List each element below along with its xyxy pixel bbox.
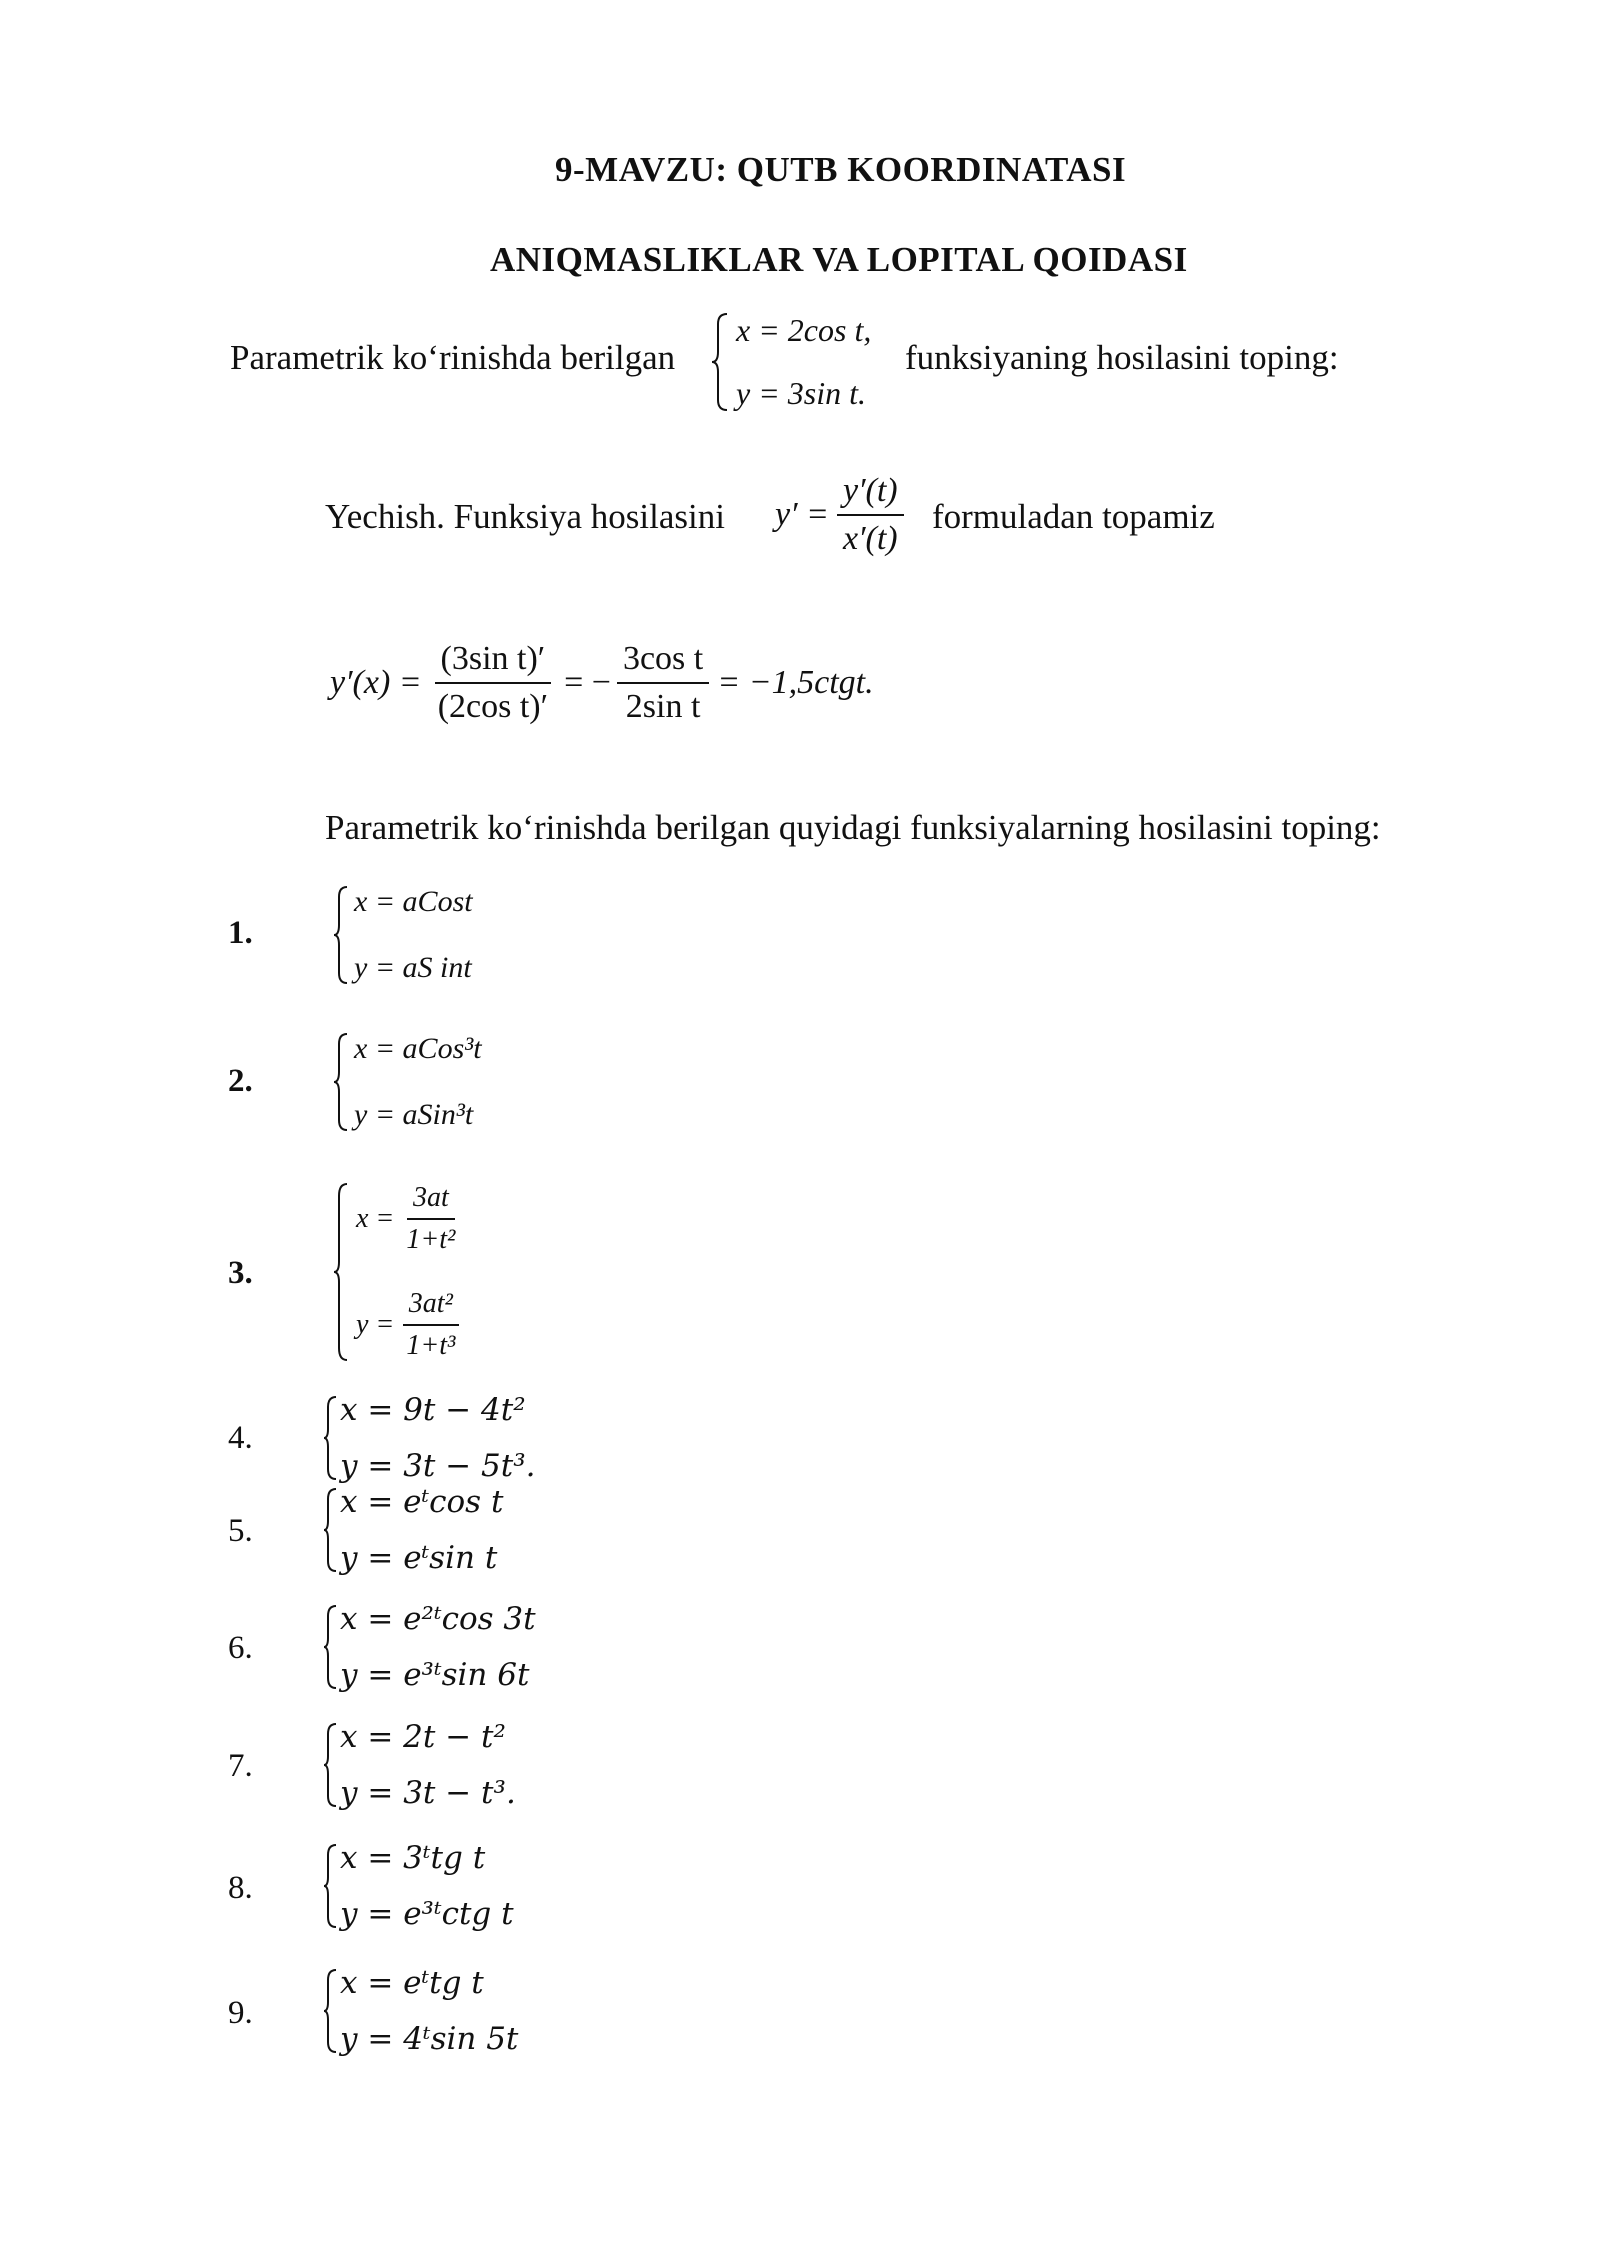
solution-fraction-num: y′(t) xyxy=(837,472,904,516)
solution-fraction-den: x′(t) xyxy=(842,520,898,557)
problem-label: 1. xyxy=(228,915,253,951)
derivation-fraction-1-den: (2cos t)′ xyxy=(437,688,549,725)
derivation-result: = −1,5ctgt. xyxy=(717,664,874,701)
left-brace-icon xyxy=(332,1032,350,1132)
intro-system-y: y = 3sin t. xyxy=(736,375,867,411)
problem-system xyxy=(332,1032,482,1132)
intro-system-x: x = 2cos t, xyxy=(736,312,872,348)
problem-y-row xyxy=(356,1288,461,1362)
intro-text-before: Parametrik ko‘rinishda berilgan xyxy=(230,338,676,377)
problem-system xyxy=(322,1719,516,1811)
intro-text-after: funksiyaning hosilasini toping: xyxy=(905,338,1339,377)
problem-label: 9. xyxy=(228,1995,253,2031)
left-brace-icon xyxy=(332,1182,350,1362)
derivation-lhs: y′(x) = xyxy=(330,664,422,701)
intro-system xyxy=(710,312,871,412)
problem-x: x = 3ᵗtg t xyxy=(340,1840,486,1876)
problem-x-den: 1+t² xyxy=(406,1224,456,1255)
problem-y: y = 4ᵗsin 5t xyxy=(340,2021,519,2057)
problem-y: y = 3t − t³. xyxy=(340,1775,516,1811)
page-subtitle: ANIQMASLIKLAR VA LOPITAL QOIDASI xyxy=(490,240,1188,279)
problem-label: 7. xyxy=(228,1748,253,1784)
problem-system xyxy=(322,1965,518,2057)
left-brace-icon xyxy=(710,312,730,412)
page-title: 9-MAVZU: QUTB KOORDINATASI xyxy=(555,150,1127,189)
left-brace-icon xyxy=(322,1968,338,2054)
left-brace-icon xyxy=(332,885,350,985)
solution-y-prime: y′ = xyxy=(775,496,829,533)
problem-label: 2. xyxy=(228,1063,253,1099)
problem-x-fraction xyxy=(400,1182,461,1256)
derivation-fraction-2-den: 2sin t xyxy=(625,688,701,725)
problem-y-den: 1+t³ xyxy=(406,1330,456,1361)
problem-x: x = e²ᵗcos 3t xyxy=(340,1601,536,1637)
derivation-fraction-2-num: 3cos t xyxy=(617,640,709,684)
solution-fraction xyxy=(837,472,904,558)
left-brace-icon xyxy=(322,1722,338,1808)
task-text: Parametrik ko‘rinishda berilgan quyidagi funksiyalarning hosilasini toping: xyxy=(325,808,1381,847)
problem-system xyxy=(322,1601,536,1693)
problem-y-lhs: y = xyxy=(356,1309,395,1340)
problem-x: x = aCost xyxy=(354,885,473,918)
problem-x: x = 9t − 4t² xyxy=(340,1392,526,1428)
problem-y: y = aS int xyxy=(354,951,472,984)
problem-x-num: 3at xyxy=(407,1182,455,1220)
left-brace-icon xyxy=(322,1395,338,1481)
problem-x-row xyxy=(356,1182,461,1256)
problem-x: x = eᵗtg t xyxy=(340,1965,484,2001)
problem-system xyxy=(322,1840,514,1932)
solution-tail: formuladan topamiz xyxy=(932,497,1215,536)
derivation-mid: = − xyxy=(564,664,611,701)
left-brace-icon xyxy=(322,1604,338,1690)
problem-label: 8. xyxy=(228,1870,253,1906)
derivation-fraction-1-num: (3sin t)′ xyxy=(435,640,552,684)
problem-y-num: 3at² xyxy=(403,1288,459,1326)
problem-system xyxy=(322,1392,536,1484)
problem-x: x = eᵗcos t xyxy=(340,1484,504,1520)
problem-y: y = eᵗsin t xyxy=(340,1540,498,1576)
problem-y: y = e³ᵗctg t xyxy=(340,1896,514,1932)
solution-formula xyxy=(775,472,904,558)
problem-y-fraction xyxy=(400,1288,461,1362)
problem-label: 6. xyxy=(228,1630,253,1666)
derivation-fraction-1 xyxy=(432,640,554,726)
problem-system xyxy=(332,885,473,985)
problem-system xyxy=(332,1182,461,1362)
problem-label: 3. xyxy=(228,1255,253,1291)
problem-y: y = e³ᵗsin 6t xyxy=(340,1657,530,1693)
derivation xyxy=(330,640,874,726)
problem-y: y = aSin³t xyxy=(354,1098,474,1131)
solution-lead: Yechish. Funksiya hosilasini xyxy=(325,497,725,536)
problem-x: x = 2t − t² xyxy=(340,1719,506,1755)
derivation-fraction-2 xyxy=(617,640,709,726)
problem-system xyxy=(322,1484,503,1576)
problem-y: y = 3t − 5t³. xyxy=(340,1448,536,1484)
problem-label: 5. xyxy=(228,1513,253,1549)
problem-label: 4. xyxy=(228,1420,253,1456)
left-brace-icon xyxy=(322,1487,338,1573)
problem-x: x = aCos³t xyxy=(354,1032,482,1065)
left-brace-icon xyxy=(322,1843,338,1929)
problem-x-lhs: x = xyxy=(356,1203,395,1234)
